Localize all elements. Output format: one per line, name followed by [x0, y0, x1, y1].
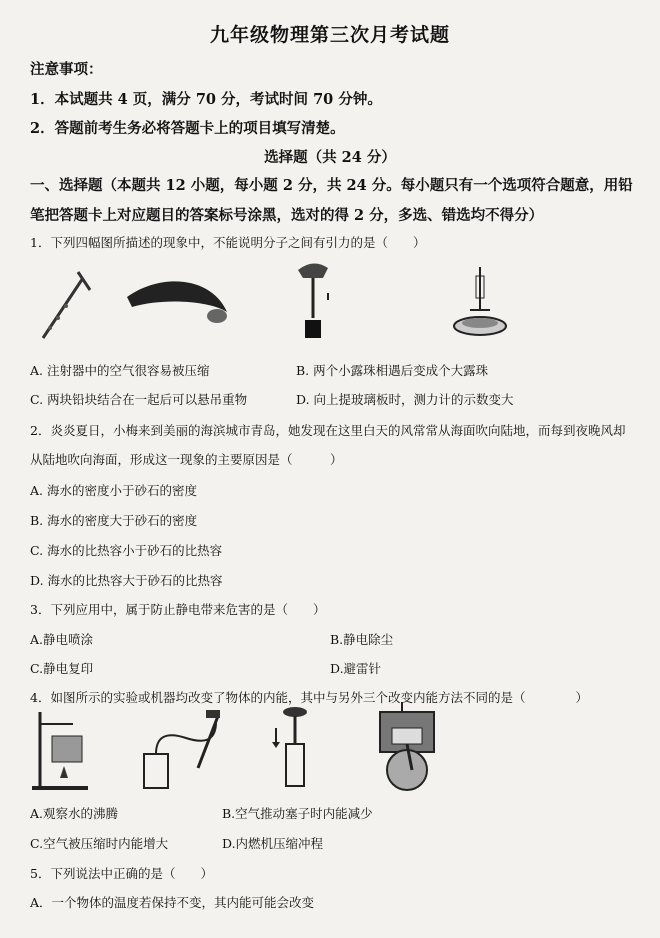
q3-option-c: C.静电复印 [30, 661, 94, 676]
q2-option-b: B. 海水的密度大于砂石的密度 [30, 513, 198, 528]
q2-stem-line2: 从陆地吹向海面，形成这一现象的主要原因是（ ） [30, 452, 343, 467]
q3-option-b: B.静电除尘 [330, 632, 394, 647]
q4-option-c: C.空气被压缩时内能增大 [30, 836, 169, 851]
lead-blocks-figure [288, 258, 338, 350]
q4-option-d: D.内燃机压缩冲程 [222, 836, 324, 851]
q1-option-c: C. 两块铅块结合在一起后可以悬吊重物 [30, 392, 248, 407]
notice-heading: 注意事项： [30, 61, 103, 78]
q4-option-b: B.空气推动塞子时内能减少 [222, 806, 373, 821]
q4-option-a: A.观察水的沸腾 [30, 806, 119, 821]
q3-option-d: D.避雷针 [330, 661, 382, 676]
cork-popping-figure [136, 708, 232, 794]
q1-option-b: B. 两个小露珠相遇后变成个大露珠 [296, 363, 489, 378]
q2-stem-line1: 2．炎炎夏日，小梅来到美丽的海滨城市青岛，她发现在这里白天的风常常从海面吹向陆地，而每到夜晚风却 [30, 423, 626, 438]
q2-option-c: C. 海水的比热容小于砂石的比热容 [30, 543, 223, 558]
part1-instructions-line2: 笔把答题卡上对应题目的答案标号涂黑，选对的得 2 分，多选、错选均不得分） [30, 207, 544, 224]
q1-stem: 1．下列四幅图所描述的现象中，不能说明分子之间有引力的是（ ） [30, 235, 426, 250]
q4-stem: 4．如图所示的实验或机器均改变了物体的内能，其中与另外三个改变内能方法不同的是（ ） [30, 690, 588, 705]
glass-plate-figure [450, 262, 510, 346]
compressed-air-figure [270, 704, 320, 794]
water-drops-figure [122, 272, 232, 332]
syringe-figure [28, 268, 98, 346]
q5-stem: 5．下列说法中正确的是（ ） [30, 866, 213, 881]
q5-option-a: A．一个物体的温度若保持不变，其内能可能会改变 [30, 895, 315, 910]
section-title: 选择题（共 24 分） [264, 149, 396, 166]
page-title: 九年级物理第三次月考试题 [209, 24, 450, 46]
q1-option-d: D. 向上提玻璃板时，测力计的示数变大 [296, 392, 514, 407]
part1-instructions-line1: 一、选择题（本题共 12 小题，每小题 2 分，共 24 分。每小题只有一个选项符合题意，用铅 [30, 177, 633, 194]
q2-option-a: A. 海水的密度小于砂石的密度 [30, 483, 197, 498]
notice-item-2: 2．答题前考生务必将答题卡上的项目填写清楚。 [30, 120, 345, 137]
engine-stroke-figure [372, 700, 442, 796]
q3-stem: 3．下列应用中，属于防止静电带来危害的是（ ） [30, 602, 326, 617]
q1-option-a: A. 注射器中的空气很容易被压缩 [30, 363, 210, 378]
q3-option-a: A.静电喷涂 [30, 632, 94, 647]
notice-item-1: 1．本试题共 4 页，满分 70 分，考试时间 70 分钟。 [30, 91, 382, 108]
q2-option-d: D. 海水的比热容大于砂石的比热容 [30, 573, 223, 588]
boiling-water-figure [28, 704, 98, 794]
